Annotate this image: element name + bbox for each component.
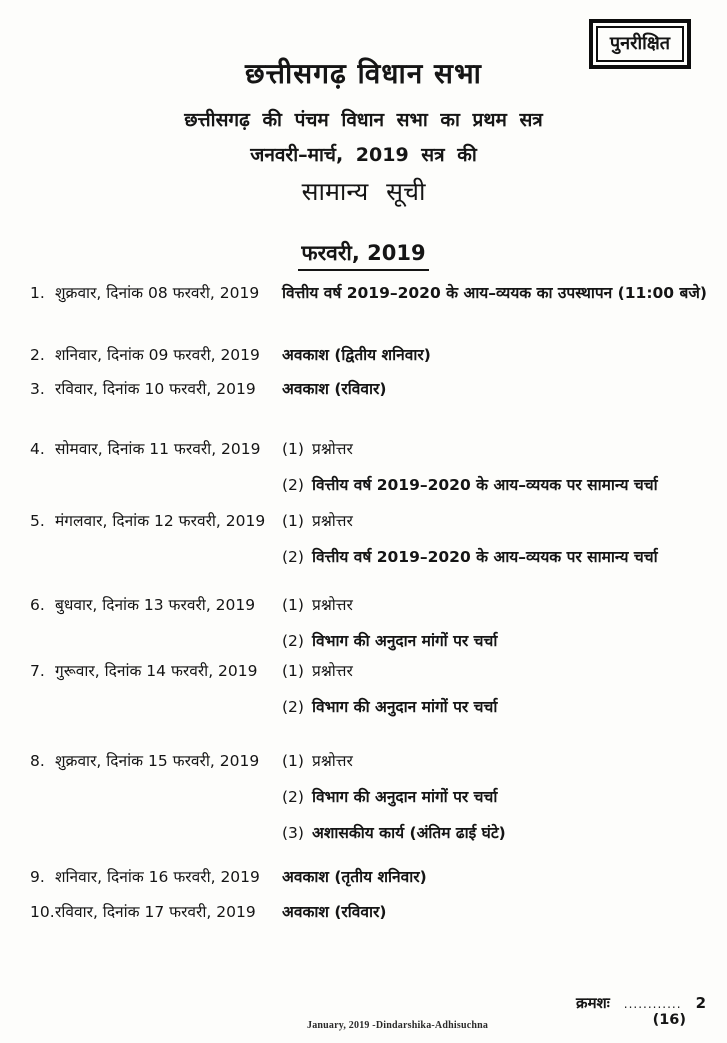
item-text: विभाग की अनुदान मांगों पर चर्चा [312,698,498,716]
schedule-row-5 [30,510,719,568]
schedule-item [282,282,719,304]
schedule-item [282,510,719,532]
row-items [282,594,719,652]
row-date: शनिवार, दिनांक 16 फरवरी, 2019 [55,868,260,886]
row-number: 10. [30,903,55,921]
row-date: रविवार, दिनांक 17 फरवरी, 2019 [55,903,256,921]
page-title: छत्तीसगढ़ विधान सभा [245,57,482,90]
item-text: प्रश्नोत्तर [312,440,353,458]
item-text: वित्तीय वर्ष 2019–2020 के आय–व्ययक पर सामान्य चर्चा [312,548,658,566]
schedule-item [282,474,719,496]
row-date: गुरूवार, दिनांक 14 फरवरी, 2019 [55,662,258,680]
schedule-item [282,822,719,844]
continued-note [576,993,706,1013]
schedule-row-3 [30,378,719,400]
row-number: 6. [30,596,45,614]
schedule-row-8 [30,750,719,844]
row-number: 4. [30,440,45,458]
row-items [282,510,719,568]
schedule-item [282,438,719,460]
item-marker: (1) [282,752,304,770]
continued-label: क्रमशः [576,994,610,1012]
row-items [282,344,719,366]
item-text: विभाग की अनुदान मांगों पर चर्चा [312,788,498,806]
schedule-row-7 [30,660,719,718]
row-date: मंगलवार, दिनांक 12 फरवरी, 2019 [55,512,266,530]
item-text: वित्तीय वर्ष 2019–2020 के आय–व्ययक का उपस्थापन (11:00 बजे) [282,284,707,302]
revised-stamp-label: पुनरीक्षित [596,26,684,62]
row-items [282,901,719,923]
schedule-row-9 [30,866,719,888]
row-number: 2. [30,346,45,364]
item-text: प्रश्नोत्तर [312,596,353,614]
schedule-row-6 [30,594,719,652]
row-date: शनिवार, दिनांक 09 फरवरी, 2019 [55,346,260,364]
item-marker: (1) [282,440,304,458]
schedule-item [282,901,719,923]
row-date: शुक्रवार, दिनांक 15 फरवरी, 2019 [55,752,260,770]
item-text: अवकाश (रविवार) [282,380,387,398]
schedule-item [282,344,719,366]
row-number: 8. [30,752,45,770]
item-marker: (2) [282,548,304,566]
schedule-item [282,630,719,652]
item-marker: (1) [282,512,304,530]
item-text: अवकाश (रविवार) [282,903,387,921]
row-date: शुक्रवार, दिनांक 08 फरवरी, 2019 [55,284,260,302]
row-number: 9. [30,868,45,886]
session-period: जनवरी–मार्च, 2019 सत्र की [250,144,477,166]
row-items [282,438,719,496]
schedule-row-4 [30,438,719,496]
item-marker: (3) [282,824,304,842]
item-text: अशासकीय कार्य (अंतिम ढाई घंटे) [312,824,506,842]
item-marker: (2) [282,788,304,806]
schedule-item [282,594,719,616]
item-text: प्रश्नोत्तर [312,512,353,530]
schedule-row-1 [30,282,719,304]
item-marker: (1) [282,662,304,680]
schedule-list [0,270,727,923]
schedule-item [282,696,719,718]
row-items [282,378,719,400]
item-text: प्रश्नोत्तर [312,662,353,680]
item-marker: (2) [282,632,304,650]
list-type-heading: सामान्य सूची [301,177,426,206]
row-date: रविवार, दिनांक 10 फरवरी, 2019 [55,380,256,398]
row-items [282,866,719,888]
row-date: बुधवार, दिनांक 13 फरवरी, 2019 [55,596,256,614]
schedule-item [282,750,719,772]
row-number: 1. [30,284,45,302]
item-marker: (1) [282,596,304,614]
schedule-item [282,378,719,400]
item-text: अवकाश (तृतीय शनिवार) [282,868,427,886]
continued-dots: ............ [623,997,682,1011]
sheet-number: (16) [652,1012,686,1028]
revised-stamp [589,19,691,69]
row-number: 3. [30,380,45,398]
item-text: प्रश्नोत्तर [312,752,353,770]
schedule-item [282,786,719,808]
schedule-item [282,660,719,682]
schedule-item [282,866,719,888]
row-items [282,282,719,304]
item-marker: (2) [282,698,304,716]
row-number: 7. [30,662,45,680]
item-text: वित्तीय वर्ष 2019–2020 के आय–व्ययक पर सामान्य चर्चा [312,476,658,494]
row-items [282,750,719,844]
schedule-row-10 [30,901,719,923]
document-reference: January, 2019 -Dindarshika-Adhisuchna [307,1020,489,1031]
continued-page-number: 2 [695,994,706,1012]
schedule-item [282,546,719,568]
row-number: 5. [30,512,45,530]
month-heading: फरवरी, 2019 [298,239,428,271]
item-text: विभाग की अनुदान मांगों पर चर्चा [312,632,498,650]
row-date: सोमवार, दिनांक 11 फरवरी, 2019 [55,440,261,458]
item-text: अवकाश (द्वितीय शनिवार) [282,346,431,364]
row-items [282,660,719,718]
schedule-row-2 [30,344,719,366]
item-marker: (2) [282,476,304,494]
session-subtitle: छत्तीसगढ़ की पंचम विधान सभा का प्रथम सत्र [184,109,543,131]
